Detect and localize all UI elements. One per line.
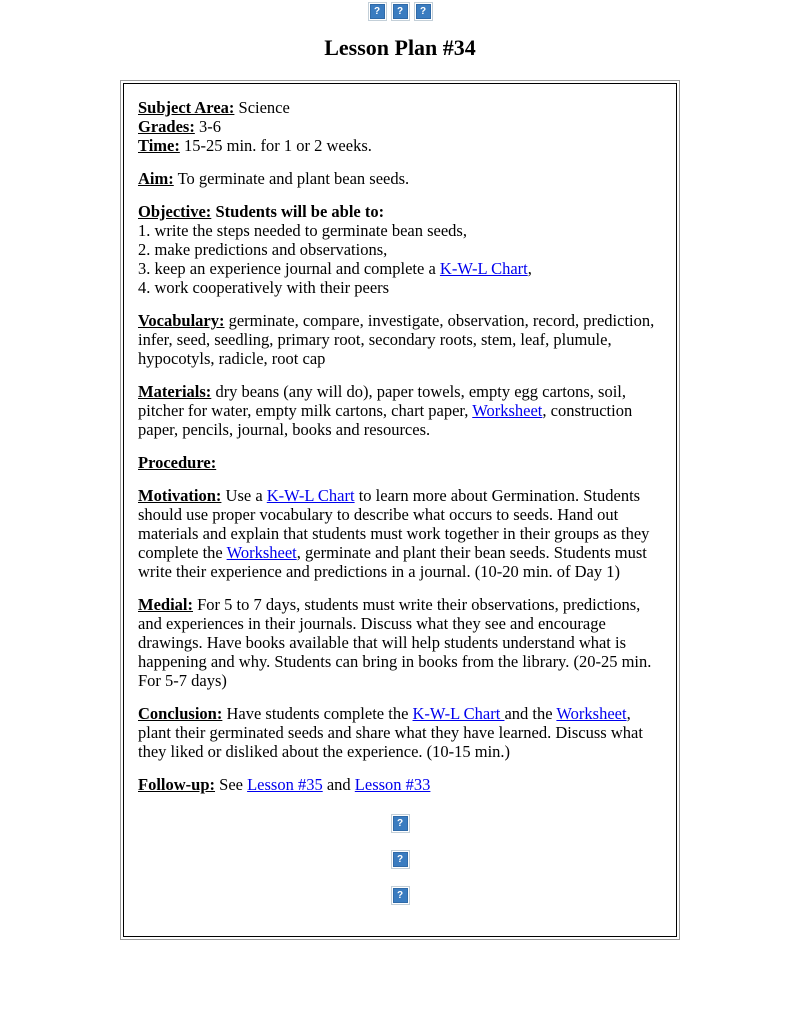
conclusion-text-post: , plant their germinated seeds and share what they have learned. Discuss what they liked or disliked about the experience. (10-15 min.) [138, 704, 643, 761]
objective-heading: Students will be able to: [211, 202, 385, 221]
time-label: Time: [138, 136, 180, 155]
broken-image-glyph: ? [393, 888, 408, 903]
broken-image-glyph: ? [370, 4, 385, 19]
motivation-text-post: , germinate and plant their bean seeds. Students must write their experience and predictions in a journal. (10-20 min. of Day 1) [138, 543, 647, 581]
link-lesson-35[interactable]: Lesson #35 [247, 775, 323, 794]
content-box-outer [120, 80, 680, 940]
followup-label: Follow-up: [138, 775, 216, 794]
medial-text: For 5 to 7 days, students must write their observations, predictions, and experiences in their journals. Discuss what they see and encourage drawings. Have books available that will help students understand what is happening and why. Students can bring in books from the library. (20-25 min. For 5-7 days) [138, 595, 652, 690]
motivation-text-mid: to learn more about Germination. Students should use proper vocabulary to describe what occurs to seeds. Hand out materials and explain that students must work together in their groups as they complete the [138, 486, 650, 562]
conclusion-label: Conclusion: [138, 704, 223, 723]
top-banner [0, 0, 800, 21]
footer-image-row-3 [138, 886, 662, 922]
link-kwl-chart-objective[interactable]: K-W-L Chart [439, 259, 528, 278]
time-value: 15-25 min. for 1 or 2 weeks. [179, 136, 372, 155]
objective-item-3-pre: 3. keep an experience journal and complete a [138, 259, 440, 278]
vocabulary-block [138, 311, 662, 368]
grades-label: Grades: [138, 117, 195, 136]
page-title: Lesson Plan #34 [324, 35, 476, 60]
materials-label: Materials: [138, 382, 212, 401]
aim-label: Aim: [138, 169, 174, 188]
broken-image-footer-3[interactable] [391, 886, 410, 905]
subject-area-value: Science [234, 98, 290, 117]
subject-area-label: Subject Area: [138, 98, 235, 117]
motivation-label: Motivation: [138, 486, 222, 505]
broken-image-glyph: ? [393, 816, 408, 831]
broken-image-glyph: ? [393, 852, 408, 867]
link-lesson-33[interactable]: Lesson #33 [354, 775, 431, 794]
objective-item-3-post: , [527, 259, 532, 278]
materials-text-post: , construction paper, pencils, journal, books and resources. [138, 401, 633, 439]
link-kwl-chart-motivation[interactable]: K-W-L Chart [266, 486, 355, 505]
broken-image-glyph: ? [416, 4, 431, 19]
link-kwl-chart-conclusion[interactable]: K-W-L Chart [412, 704, 505, 723]
broken-image-top-2[interactable] [391, 2, 410, 21]
aim-text: To germinate and plant bean seeds. [173, 169, 410, 188]
footer-image-row-2 [138, 850, 662, 886]
procedure-block [138, 453, 662, 472]
broken-image-footer-1[interactable] [391, 814, 410, 833]
link-worksheet-motivation[interactable]: Worksheet [226, 543, 297, 562]
objective-item-2: 2. make predictions and observations, [138, 240, 388, 259]
objective-item-4: 4. work cooperatively with their peers [138, 278, 390, 297]
broken-image-top-1[interactable] [368, 2, 387, 21]
objective-block [138, 202, 662, 297]
conclusion-text-mid: and the [504, 704, 557, 723]
header-fields-block [138, 98, 662, 155]
broken-image-top-3[interactable] [414, 2, 433, 21]
materials-text-pre: dry beans (any will do), paper towels, empty egg cartons, soil, pitcher for water, empty milk cartons, chart paper, [138, 382, 627, 420]
materials-block [138, 382, 662, 439]
conclusion-text-pre: Have students complete the [222, 704, 413, 723]
footer-images [138, 794, 662, 922]
grades-value: 3-6 [194, 117, 221, 136]
objective-heading-line [138, 202, 384, 221]
link-worksheet-conclusion[interactable]: Worksheet [556, 704, 627, 723]
broken-image-footer-2[interactable] [391, 850, 410, 869]
footer-image-row-1 [138, 814, 662, 850]
broken-image-glyph: ? [393, 4, 408, 19]
conclusion-block [138, 704, 662, 761]
medial-block [138, 595, 662, 690]
content-box-inner [123, 83, 677, 937]
motivation-block [138, 486, 662, 581]
followup-block [138, 775, 662, 794]
objective-label: Objective: [138, 202, 212, 221]
link-worksheet-materials[interactable]: Worksheet [472, 401, 543, 420]
aim-block [138, 169, 662, 188]
vocabulary-text: germinate, compare, investigate, observation, record, prediction, infer, seed, seedling, primary root, secondary roots, stem, leaf, plumule, hypocotyls, radicle, root cap [138, 311, 655, 368]
medial-label: Medial: [138, 595, 193, 614]
followup-text-pre: See [215, 775, 248, 794]
objective-item-1: 1. write the steps needed to germinate bean seeds, [138, 221, 467, 240]
followup-text-mid: and [322, 775, 355, 794]
procedure-label: Procedure: [138, 453, 217, 472]
vocabulary-label: Vocabulary: [138, 311, 225, 330]
motivation-text-pre: Use a [221, 486, 267, 505]
